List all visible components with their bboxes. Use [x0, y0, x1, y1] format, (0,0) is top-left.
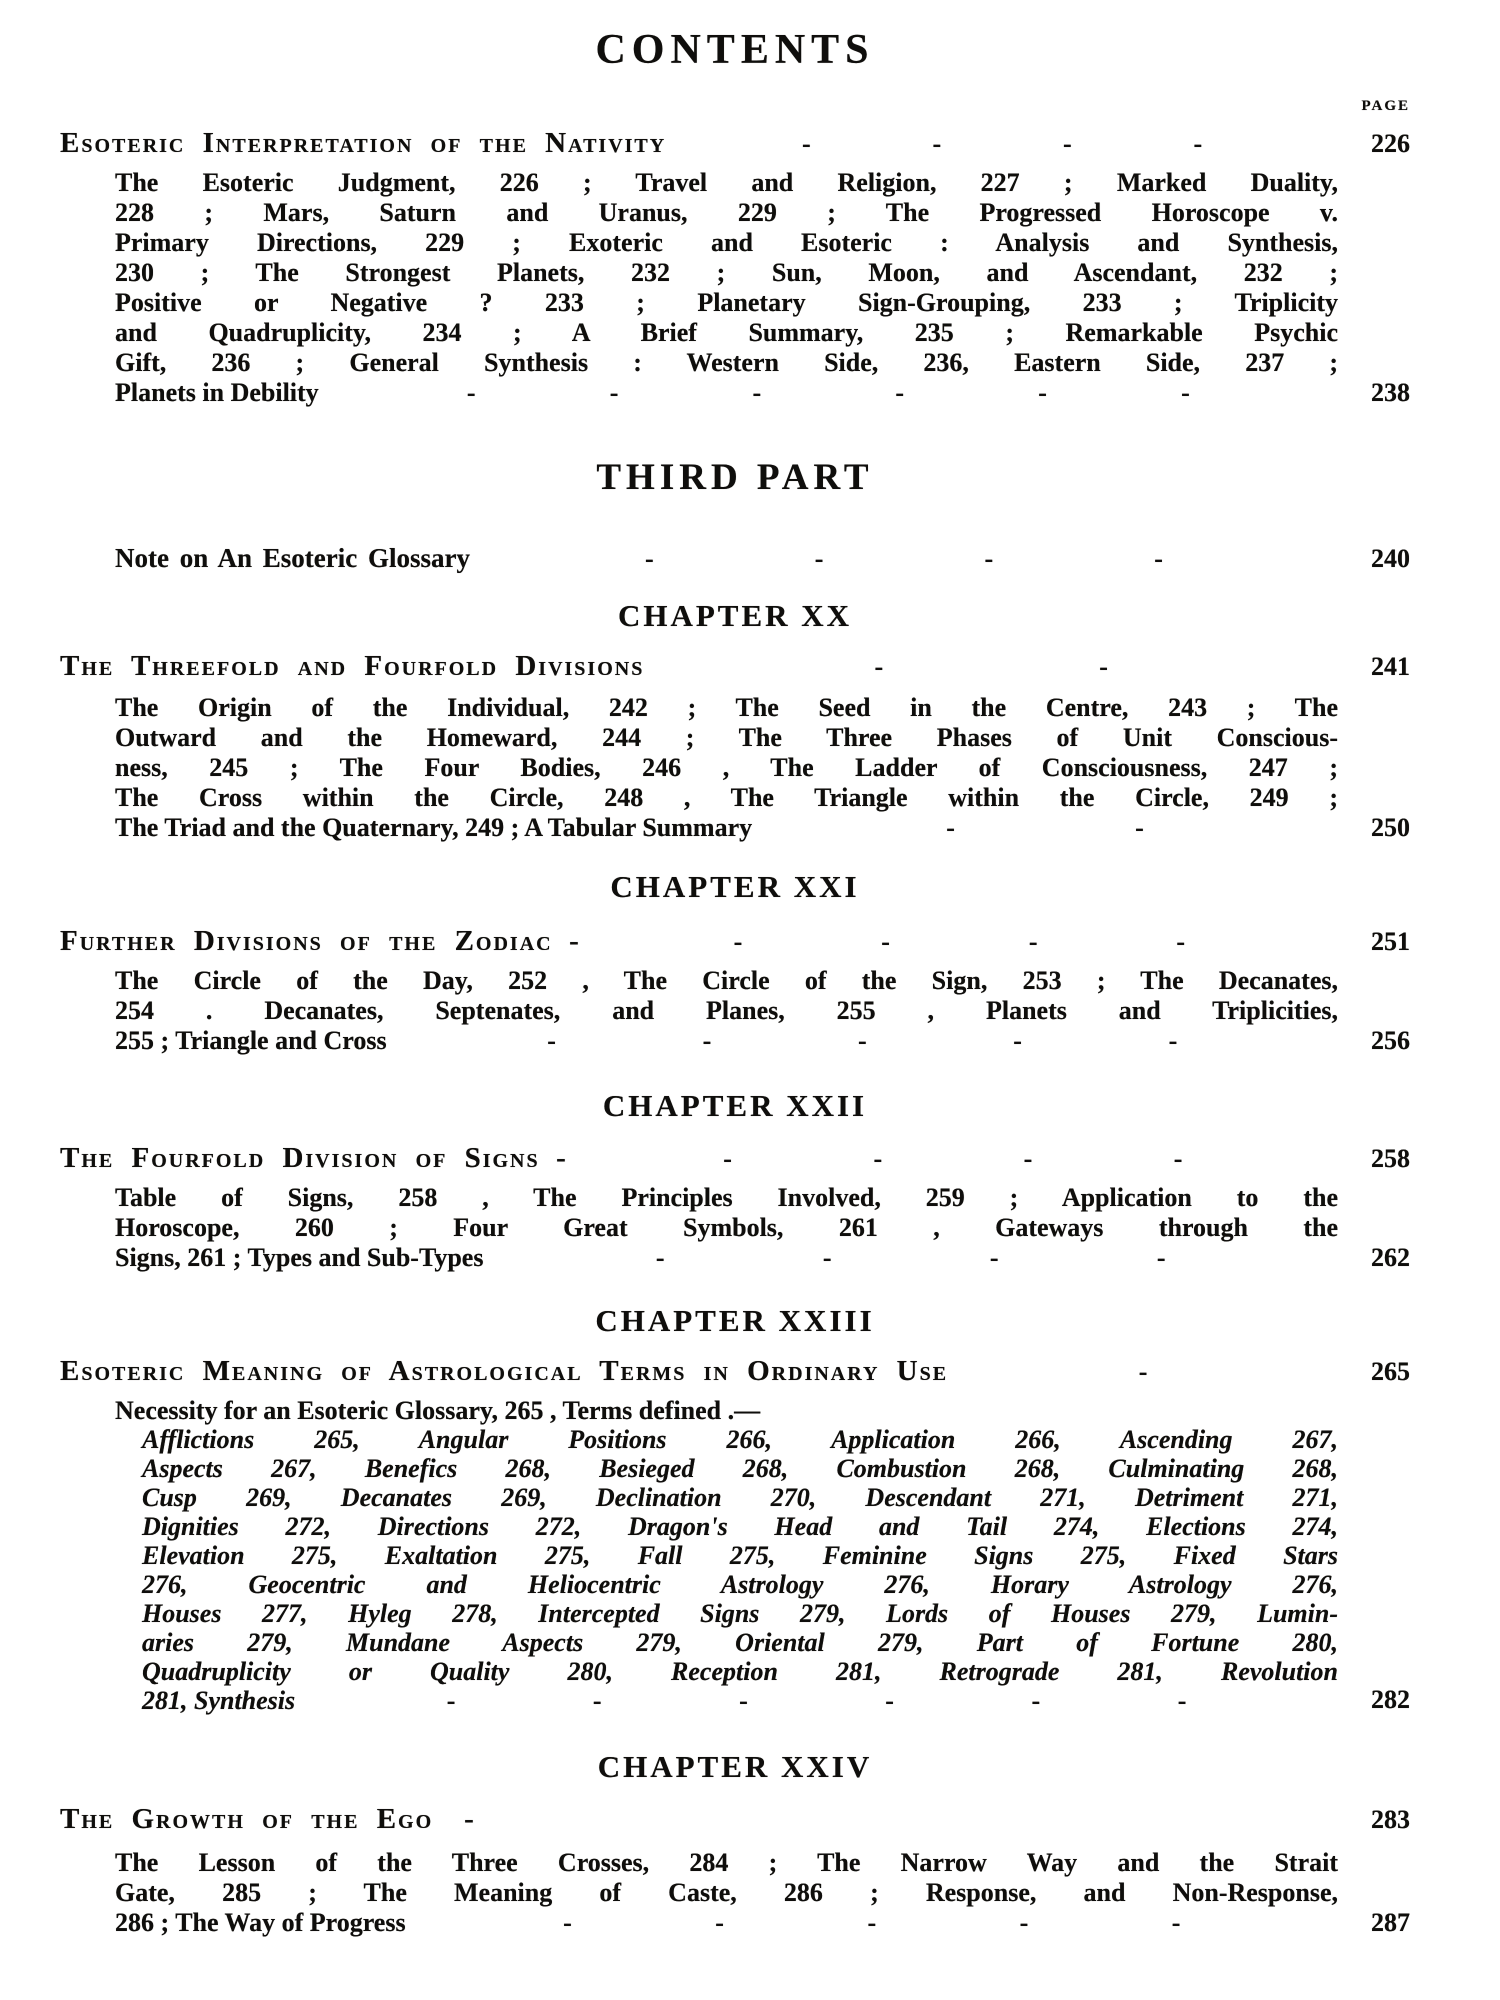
toc-line — [115, 1243, 1338, 1273]
toc-entry-label: Esoteric Meaning of Astrological Terms in Ordinary Use — [60, 1355, 949, 1387]
toc-entry — [60, 925, 1410, 958]
leader-dashes: - - - - — [733, 927, 1186, 956]
leader-dashes: - — [1138, 1357, 1148, 1386]
toc-entry — [60, 650, 1410, 683]
toc-line — [115, 1026, 1338, 1056]
toc-entry-label: Further Divisions of the Zodiac - — [60, 925, 581, 957]
toc-line: and Quadruplicity, 234 ; A Brief Summary, 235 ; Remarkable Psychic — [115, 318, 1338, 347]
toc-line: 276, Geocentric and Heliocentric Astrology 276, Horary Astrology 276, — [142, 1570, 1338, 1599]
page-number: 240 — [1371, 544, 1410, 573]
toc-line: The Cross within the Circle, 248 , The Triangle within the Circle, 249 ; — [115, 783, 1338, 812]
leader-dashes: - - - - - — [547, 1026, 1178, 1055]
page-title: CONTENTS — [595, 27, 875, 73]
page-number: 265 — [1371, 1357, 1410, 1386]
toc-line: Table of Signs, 258 , The Principles Involved, 259 ; Application to the — [115, 1183, 1338, 1212]
paragraph-text — [60, 1183, 1338, 1273]
toc-line: aries 279, Mundane Aspects 279, Oriental 279, Part of Fortune 280, — [142, 1628, 1338, 1657]
leader-dashes: - - - - - - — [446, 1686, 1187, 1715]
toc-line: Quadruplicity or Quality 280, Reception 281, Retrograde 281, Revolution — [142, 1657, 1338, 1686]
toc-line: Afflictions 265, Angular Positions 266, Application 266, Ascending 267, — [142, 1425, 1338, 1454]
toc-entry — [60, 1142, 1410, 1175]
toc-line-text: 286 ; The Way of Progress — [115, 1908, 406, 1937]
toc-line: Cusp 269, Decanates 269, Declination 270, Descendant 271, Detriment 271, — [142, 1483, 1338, 1512]
toc-line: The Origin of the Individual, 242 ; The Seed in the Centre, 243 ; The — [115, 693, 1338, 722]
toc-entry — [60, 543, 1410, 574]
page-number: 282 — [1371, 1685, 1410, 1714]
toc-paragraph — [60, 1396, 1410, 1715]
toc-line: Positive or Negative ? 233 ; Planetary Sign-Grouping, 233 ; Triplicity — [115, 288, 1338, 317]
toc-line — [115, 1908, 1338, 1938]
toc-line-text: Planets in Debility — [115, 378, 319, 407]
toc-paragraph — [60, 1848, 1410, 1938]
toc-line — [115, 378, 1338, 408]
toc-line: Houses 277, Hyleg 278, Intercepted Signs 279, Lords of Houses 279, Lumin- — [142, 1599, 1338, 1628]
toc-line: Gift, 236 ; General Synthesis : Western Side, 236, Eastern Side, 237 ; — [115, 348, 1338, 377]
paragraph-text — [60, 1848, 1338, 1938]
leader-dashes: - - - - - — [563, 1908, 1181, 1937]
leader-dashes: - - - - — [655, 1243, 1166, 1272]
toc-line: Dignities 272, Directions 272, Dragon's Head and Tail 274, Elections 274, — [142, 1512, 1338, 1541]
toc-line: 228 ; Mars, Saturn and Uranus, 229 ; The Progressed Horoscope v. — [115, 198, 1338, 227]
toc-line: The Circle of the Day, 252 , The Circle of the Sign, 253 ; The Decanates, — [115, 966, 1338, 995]
chapter-heading: CHAPTER XXIII — [595, 1303, 875, 1338]
toc-line: Aspects 267, Benefics 268, Besieged 268, Combustion 268, Culminating 268, — [142, 1454, 1338, 1483]
toc-line: Primary Directions, 229 ; Exoteric and Esoteric : Analysis and Synthesis, — [115, 228, 1338, 257]
part-heading: THIRD PART — [596, 457, 874, 498]
toc-entry — [60, 1803, 1410, 1836]
chapter-heading: CHAPTER XXI — [610, 869, 860, 904]
toc-entry — [60, 127, 1410, 160]
toc-entry-label: The Fourfold Division of Signs - — [60, 1142, 568, 1174]
page-number: 258 — [1371, 1144, 1410, 1173]
page-number: 226 — [1371, 129, 1410, 158]
chapter-heading: CHAPTER XXIV — [597, 1749, 873, 1784]
toc-line-text: 281, Synthesis — [142, 1686, 296, 1715]
page-number: 262 — [1371, 1243, 1410, 1272]
chapter-heading: CHAPTER XX — [617, 598, 853, 633]
toc-paragraph — [60, 1183, 1410, 1273]
toc-entry-label: The Growth of the Ego - — [60, 1803, 476, 1835]
leader-dashes: - - — [874, 652, 1108, 681]
toc-line — [115, 1686, 1338, 1715]
paragraph-text — [60, 168, 1338, 408]
toc-line: Outward and the Homeward, 244 ; The Three Phases of Unit Conscious- — [115, 723, 1338, 752]
leader-dashes: - - — [946, 813, 1144, 842]
paragraph-text — [60, 966, 1338, 1056]
page-number: 250 — [1371, 813, 1410, 842]
toc-line — [115, 813, 1338, 843]
page-number: 238 — [1371, 378, 1410, 407]
page-number: 251 — [1371, 927, 1410, 956]
toc-paragraph — [60, 966, 1410, 1056]
toc-line: 254 . Decanates, Septenates, and Planes, 255 , Planets and Triplicities, — [115, 996, 1338, 1025]
page-column-label: PAGE — [1361, 98, 1410, 114]
toc-line-text: 255 ; Triangle and Cross — [115, 1026, 387, 1055]
leader-dashes: - - - - — [645, 544, 1163, 573]
page-number: 283 — [1371, 1805, 1410, 1834]
page-number: 287 — [1371, 1908, 1410, 1937]
toc-line: The Esoteric Judgment, 226 ; Travel and Religion, 227 ; Marked Duality, — [115, 168, 1338, 197]
toc-line: Elevation 275, Exaltation 275, Fall 275, Feminine Signs 275, Fixed Stars — [142, 1541, 1338, 1570]
toc-entry-label: Esoteric Interpretation of the Nativity — [60, 127, 667, 159]
toc-line-text: Signs, 261 ; Types and Sub-Types — [115, 1243, 484, 1272]
toc-paragraph — [60, 693, 1410, 843]
toc-line: Horoscope, 260 ; Four Great Symbols, 261 , Gateways through the — [115, 1213, 1338, 1242]
toc-entry-label: Note on An Esoteric Glossary — [115, 543, 470, 573]
toc-entry — [60, 1355, 1410, 1388]
leader-dashes: - - - - - - — [466, 378, 1190, 407]
toc-line-text: The Triad and the Quaternary, 249 ; A Tabular Summary — [115, 813, 753, 842]
toc-paragraph — [60, 168, 1410, 408]
toc-entry-label: The Threefold and Fourfold Divisions — [60, 650, 645, 682]
page-number: 241 — [1371, 652, 1410, 681]
toc-line: The Lesson of the Three Crosses, 284 ; The Narrow Way and the Strait — [115, 1848, 1338, 1877]
toc-line: Necessity for an Esoteric Glossary, 265 , Terms defined .— — [115, 1396, 761, 1425]
page-number: 256 — [1371, 1026, 1410, 1055]
paragraph-text — [60, 1396, 1338, 1715]
toc-line: ness, 245 ; The Four Bodies, 246 , The Ladder of Consciousness, 247 ; — [115, 753, 1338, 782]
leader-dashes: - - - - — [802, 129, 1203, 158]
toc-line: Gate, 285 ; The Meaning of Caste, 286 ; Response, and Non-Response, — [115, 1878, 1338, 1907]
paragraph-text — [60, 693, 1338, 843]
chapter-heading: CHAPTER XXII — [602, 1088, 868, 1123]
toc-line: 230 ; The Strongest Planets, 232 ; Sun, Moon, and Ascendant, 232 ; — [115, 258, 1338, 287]
leader-dashes: - - - - — [723, 1144, 1183, 1173]
